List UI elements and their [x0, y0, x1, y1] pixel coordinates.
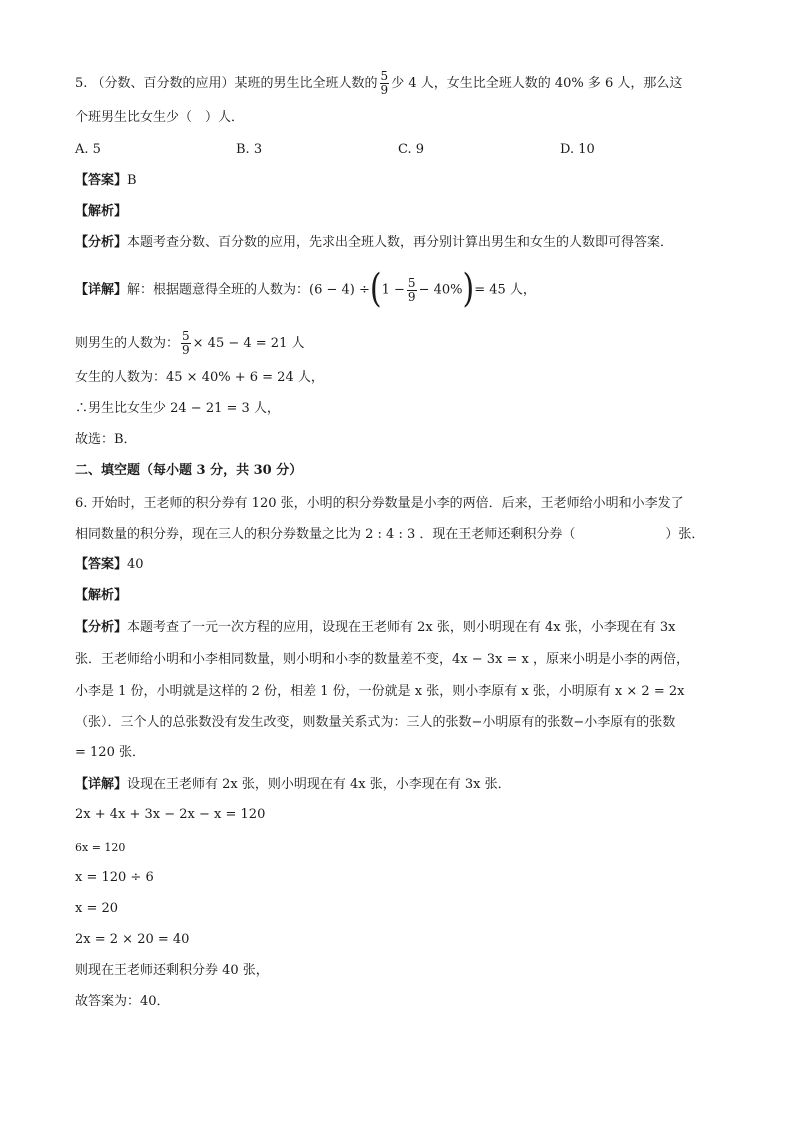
q5-fenxi [75, 233, 673, 253]
q5-xiangjie-a: 解：根据题意得全班的人数为： [127, 282, 310, 298]
q5-stem-a: 5. （分数、百分数的应用）某班的男生比全班人数的 [75, 76, 378, 91]
q5-xiangjie [75, 266, 536, 313]
q6-line2b: ）张． [665, 527, 705, 542]
q5-answer [75, 171, 137, 191]
right-paren: ) [462, 266, 475, 313]
q5-frac-num: 5 [380, 69, 389, 83]
q5-stem-line1 [75, 70, 682, 97]
q6-answer-tag: 【答案】 [75, 557, 128, 572]
q6-eq2: 6x = 120 [75, 841, 126, 854]
q5-boys-b: × 45 − 4 = 21 人 [192, 336, 305, 351]
q5-fraction [380, 70, 390, 97]
q6-remain: 则现在王老师还剩积分券 40 张， [75, 963, 269, 978]
q5-boys-frac-den: 9 [182, 343, 190, 357]
q5-option-a: A. 5 [75, 142, 101, 157]
q6-analysis-tag: 【解析】 [75, 588, 128, 603]
q6-line2a: 相同数量的积分券，现在三人的积分券数量之比为 2 : 4 : 3 ．现在王老师还剩积分券（ [75, 527, 576, 542]
q5-option-c: C. 9 [398, 142, 425, 157]
q5-expr2: 1 − [381, 282, 405, 298]
q6-eq5: 2x = 2 × 20 = 40 [75, 932, 190, 947]
q6-fenxi-line3: 小李是 1 份，小明就是这样的 2 份，相差 1 份，一份就是 x 张，则小李原有 x 张，小明原有 x × 2 = 2x [75, 684, 685, 699]
q5-fenxi-text: 本题考查分数、百分数的应用，先求出全班人数，再分别计算出男生和女生的人数即可得答案． [127, 235, 674, 250]
q5-expr4: = 45 人， [474, 282, 536, 298]
q6-fenxi-line1 [75, 618, 676, 638]
q5-answer-value: B [127, 173, 137, 188]
q5-boys-a: 则男生的人数为： [75, 336, 180, 351]
q5-boys [75, 330, 304, 357]
q6-line1: 6. 开始时，王老师的积分券有 120 张，小明的积分券数量是小李的两倍．后来，王老师给小明和小李发了 [75, 496, 684, 511]
left-paren: ( [369, 266, 382, 313]
q5-fenxi-tag: 【分析】 [75, 235, 128, 250]
q5-analysis-tag: 【解析】 [75, 204, 128, 219]
q6-fenxi-line2: 张．王老师给小明和小李相同数量，则小明和小李的数量差不变，4x − 3x = x ，原来小明是小李的两倍， [75, 652, 689, 667]
q5-boys-frac-num: 5 [182, 329, 190, 343]
q5-expr1: (6 − 4) ÷ [309, 282, 370, 298]
q6-eq4: x = 20 [75, 901, 119, 916]
q5-therefore: ∴男生比女生少 24 − 21 = 3 人， [75, 401, 280, 416]
q5-expr-frac-den: 9 [407, 289, 416, 304]
q5-frac-den: 9 [380, 83, 389, 97]
q5-choose: 故选：B． [75, 432, 137, 447]
q5-option-b: B. 3 [236, 142, 263, 157]
q6-final: 故答案为：40． [75, 994, 170, 1009]
q6-answer-value: 40 [127, 557, 144, 572]
q6-fenxi-l1: 本题考查了一元一次方程的应用，设现在王老师有 2x 张，则小明现在有 4x 张，小李现在有 3x [127, 620, 676, 635]
q6-eq1: 2x + 4x + 3x − 2x − x = 120 [75, 807, 266, 822]
q5-option-d: D. 10 [560, 142, 595, 157]
q6-xiangjie-text: 设现在王老师有 2x 张，则小明现在有 4x 张，小李现在有 3x 张． [127, 777, 511, 792]
q6-fenxi-line5: = 120 张． [75, 745, 145, 760]
q5-stem-line2: 个班男生比女生少（ ）人． [75, 110, 245, 125]
q6-eq3: x = 120 ÷ 6 [75, 870, 154, 885]
q5-expr-fraction [407, 277, 417, 304]
q5-expr-frac-num: 5 [407, 275, 416, 290]
q6-xiangjie [75, 775, 511, 795]
q5-boys-fraction [181, 330, 191, 357]
q5-xiangjie-tag: 【详解】 [75, 282, 128, 298]
q5-answer-tag: 【答案】 [75, 173, 128, 188]
q6-line2 [75, 525, 704, 545]
q6-answer [75, 555, 144, 575]
q5-stem-b: 少 4 人，女生比全班人数的 40% 多 6 人，那么这 [391, 76, 683, 91]
q6-fenxi-tag: 【分析】 [75, 620, 128, 635]
q6-xiangjie-tag: 【详解】 [75, 777, 128, 792]
q6-fenxi-line4: （张）．三个人的总张数没有发生改变，则数量关系式为：三人的张数−小明原有的张数−小李原有的张数 [75, 715, 676, 730]
q5-expr3: − 40% [418, 282, 463, 298]
q5-girls: 女生的人数为：45 × 40% + 6 = 24 人， [75, 370, 324, 385]
section2-title: 二、填空题（每小题 3 分，共 30 分） [75, 463, 303, 478]
